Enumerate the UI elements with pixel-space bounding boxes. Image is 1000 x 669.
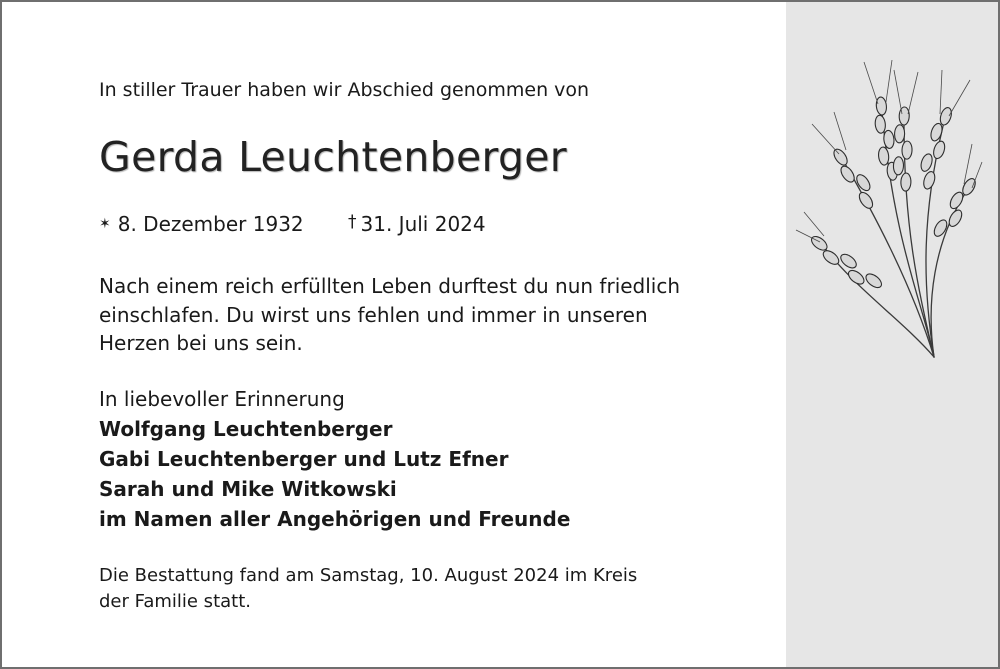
intro-text: In stiller Trauer haben wir Abschied genommen von (99, 79, 590, 101)
signer-name: Sarah und Mike Witkowski (99, 477, 397, 501)
decoration-panel (786, 2, 1000, 667)
wheat-icon (794, 52, 984, 362)
message-line: Nach einem reich erfüllten Leben durftest du nun friedlich (99, 274, 681, 298)
funeral-line: Die Bestattung fand am Samstag, 10. August 2024 im Kreis (99, 565, 638, 586)
remembrance-label: In liebevoller Erinnerung (99, 387, 345, 411)
birth-date-group (99, 211, 304, 237)
life-dates (99, 209, 486, 237)
death-date-group (348, 209, 486, 237)
farewell-message (99, 272, 739, 358)
funeral-line: der Familie statt. (99, 591, 251, 612)
message-line: einschlafen. Du wirst uns fehlen und immer in unseren (99, 302, 648, 327)
birth-date: 8. Dezember 1932 (117, 212, 304, 236)
message-line: Herzen bei uns sein. (99, 331, 303, 355)
death-date: 31. Juli 2024 (360, 212, 486, 236)
funeral-info (99, 563, 659, 615)
signer-name: Wolfgang Leuchtenberger (99, 417, 393, 441)
deceased-name: Gerda Leuchtenberger (99, 133, 567, 181)
birth-star-icon: ✶ (99, 216, 111, 232)
signer-name: Gabi Leuchtenberger und Lutz Efner (99, 447, 509, 471)
death-cross-icon: † (348, 212, 357, 232)
signatures-block (99, 384, 570, 534)
signer-name: im Namen aller Angehörigen und Freunde (99, 507, 571, 531)
